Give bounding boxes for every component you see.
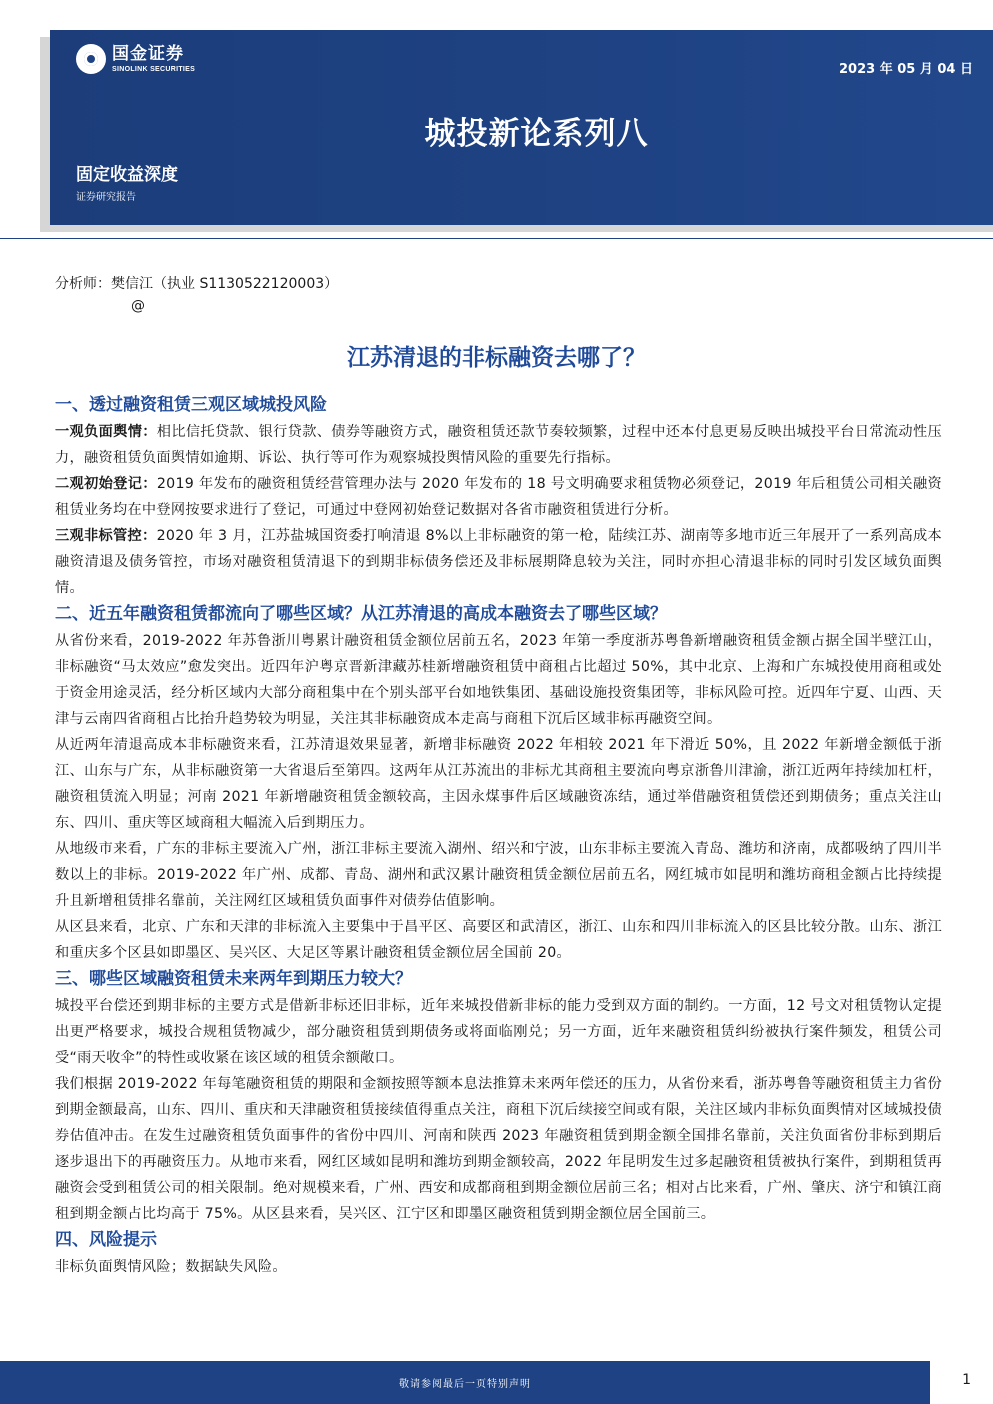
section-heading: 三、哪些区域融资租赁未来两年到期压力较大？ [55,969,412,989]
paragraph-lead: 二观初始登记： [55,476,157,492]
logo-cn-text: 国金证券 [112,43,184,64]
paragraph: 我们根据 2019-2022 年每笔融资租赁的期限和金额按照等额本息法推算未来两年偿还的压力，从省份来看，浙苏粤鲁等融资租赁主力省份到期金额最高，山东、四川、重庆和天津融资租赁接续值得重点关注，商租下沉后续接空间或有限，关注区域内非标负面舆情对区域城投债券估值冲击。在发生过融资租赁负面事件的省份中四川、河南和陕西 2023 年融资租赁到期金额全国排名靠前，关注负面省份非标到期后逐步退出下的再融资压力。从地市来看，网红区域如昆明和潍坊到期金额较高，2022 年昆明发生过多起融资租赁被执行案件，到期租赁再融资会受到租赁公司的相关限制。绝对规模来看，广州、西安和成都商租到期金额位居前三名；相对占比来看，广州、肇庆、济宁和镇江商租到期金额占比均高于 75%。从区县来看，吴兴区、江宁区和即墨区融资租赁到期金额位居全国前三。 [55,1076,942,1222]
series-title: 城投新论系列八 [424,116,649,152]
paragraph-lead: 一观负面舆情： [55,424,157,440]
section-heading: 二、近五年融资租赁都流向了哪些区域？从江苏清退的高成本融资去了哪些区域？ [55,604,667,624]
paragraph: 从区县来看，北京、广东和天津的非标流入主要集中于昌平区、高要区和武清区，浙江、山东和四川非标流入的区县比较分散。山东、浙江和重庆多个区县如即墨区、吴兴区、大足区等累计融资租赁金额位居全国前 20。 [55,919,942,961]
report-body [55,392,942,1280]
page-number: 1 [962,1372,971,1388]
paragraph: 从地级市来看，广东的非标主要流入广州，浙江非标主要流入湖州、绍兴和宁波，山东非标主要流入青岛、潍坊和济南，成都吸纳了四川半数以上的非标。2019-2022 年广州、成都、青岛、湖州和武汉累计融资租赁金额位居前五名，网红城市如昆明和潍坊商租金额占比持续提升且新增租赁排名靠前，关注网红区域租赁负面事件对债券估值影响。 [55,841,942,909]
paragraph [55,471,942,523]
report-subcategory: 证券研究报告 [76,192,136,203]
paragraph: 非标负面舆情风险；数据缺失风险。 [55,1259,287,1275]
report-header-banner [50,30,993,225]
report-date: 2023 年 05 月 04 日 [839,62,973,77]
report-title: 江苏清退的非标融资去哪了？ [347,345,646,371]
analyst-info [55,273,338,317]
section-heading: 一、透过融资租赁三观区域城投风险 [55,395,327,415]
report-category: 固定收益深度 [76,165,178,185]
paragraph-lead: 三观非标管控： [55,528,157,544]
company-logo [76,44,195,74]
paragraph: 从近两年清退高成本非标融资来看，江苏清退效果显著，新增非标融资 2022 年相较 2021 年下滑近 50%，且 2022 年新增金额低于浙江、山东与广东，从非标融资第一大省退后至第四。这两年从江苏流出的非标尤其商租主要流向粤京浙鲁川津渝，浙江近两年持续加杠杆，融资租赁流入明显；河南 2021 年新增融资租赁金额较高，主因永煤事件后区域融资冻结，通过举借融资租赁偿还到期债务；重点关注山东、四川、重庆等区域商租大幅流入后到期压力。 [55,737,942,831]
paragraph: 从省份来看，2019-2022 年苏鲁浙川粤累计融资租赁金额位居前五名，2023 年第一季度浙苏粤鲁新增融资租赁金额占据全国半壁江山，非标融资“马太效应”愈发突出。近四年沪粤京晋新津藏苏桂新增融资租赁中商租占比超过 50%，其中北京、上海和广东城投使用商租或处于资金用途灵活，经分析区域内大部分商租集中在个别头部平台如地铁集团、基础设施投资集团等，非标风险可控。近四年宁夏、山西、天津与云南四省商租占比抬升趋势较为明显，关注其非标融资成本走高与商租下沉后区域非标再融资空间。 [55,633,942,727]
paragraph-text: 2020 年 3 月，江苏盐城国资委打响清退 8%以上非标融资的第一枪，陆续江苏、湖南等多地市近三年展开了一系列高成本融资清退及债务管控，市场对融资租赁清退下的到期非标债务偿还及非标展期降息较为关注，同时亦担心清退非标的同时引发区域负面舆情。 [55,528,942,596]
analyst-email: @ [131,298,145,314]
paragraph [55,523,942,601]
logo-icon [76,44,106,74]
paragraph: 城投平台偿还到期非标的主要方式是借新非标还旧非标，近年来城投借新非标的能力受到双方面的制约。一方面，12 号文对租赁物认定提出更严格要求，城投合规租赁物减少，部分融资租赁到期债务或将面临刚兑；另一方面，近年来融资租赁纠纷被执行案件频发，租赁公司受“雨天收伞”的特性或收紧在该区域的租赁余额敞口。 [55,998,942,1066]
logo-en-text: SINOLINK SECURITIES [112,65,196,73]
paragraph-text: 相比信托贷款、银行贷款、债券等融资方式，融资租赁还款节奏较频繁，过程中还本付息更易反映出城投平台日常流动性压力，融资租赁负面舆情如逾期、诉讼、执行等可作为观察城投舆情风险的重要先行指标。 [55,424,942,466]
paragraph-text: 2019 年发布的融资租赁经营管理办法与 2020 年发布的 18 号文明确要求租赁物必须登记，2019 年后租赁公司相关融资租赁业务均在中登网按要求进行了登记，可通过中登网初始登记数据对各省市融资租赁进行分析。 [55,476,942,518]
paragraph [55,419,942,471]
analyst-line: 分析师：樊信江（执业 S1130522120003） [55,276,339,292]
section-heading: 四、风险提示 [55,1230,157,1250]
footer-disclaimer: 敬请参阅最后一页特别声明 [0,1361,930,1404]
header-divider [0,238,993,239]
